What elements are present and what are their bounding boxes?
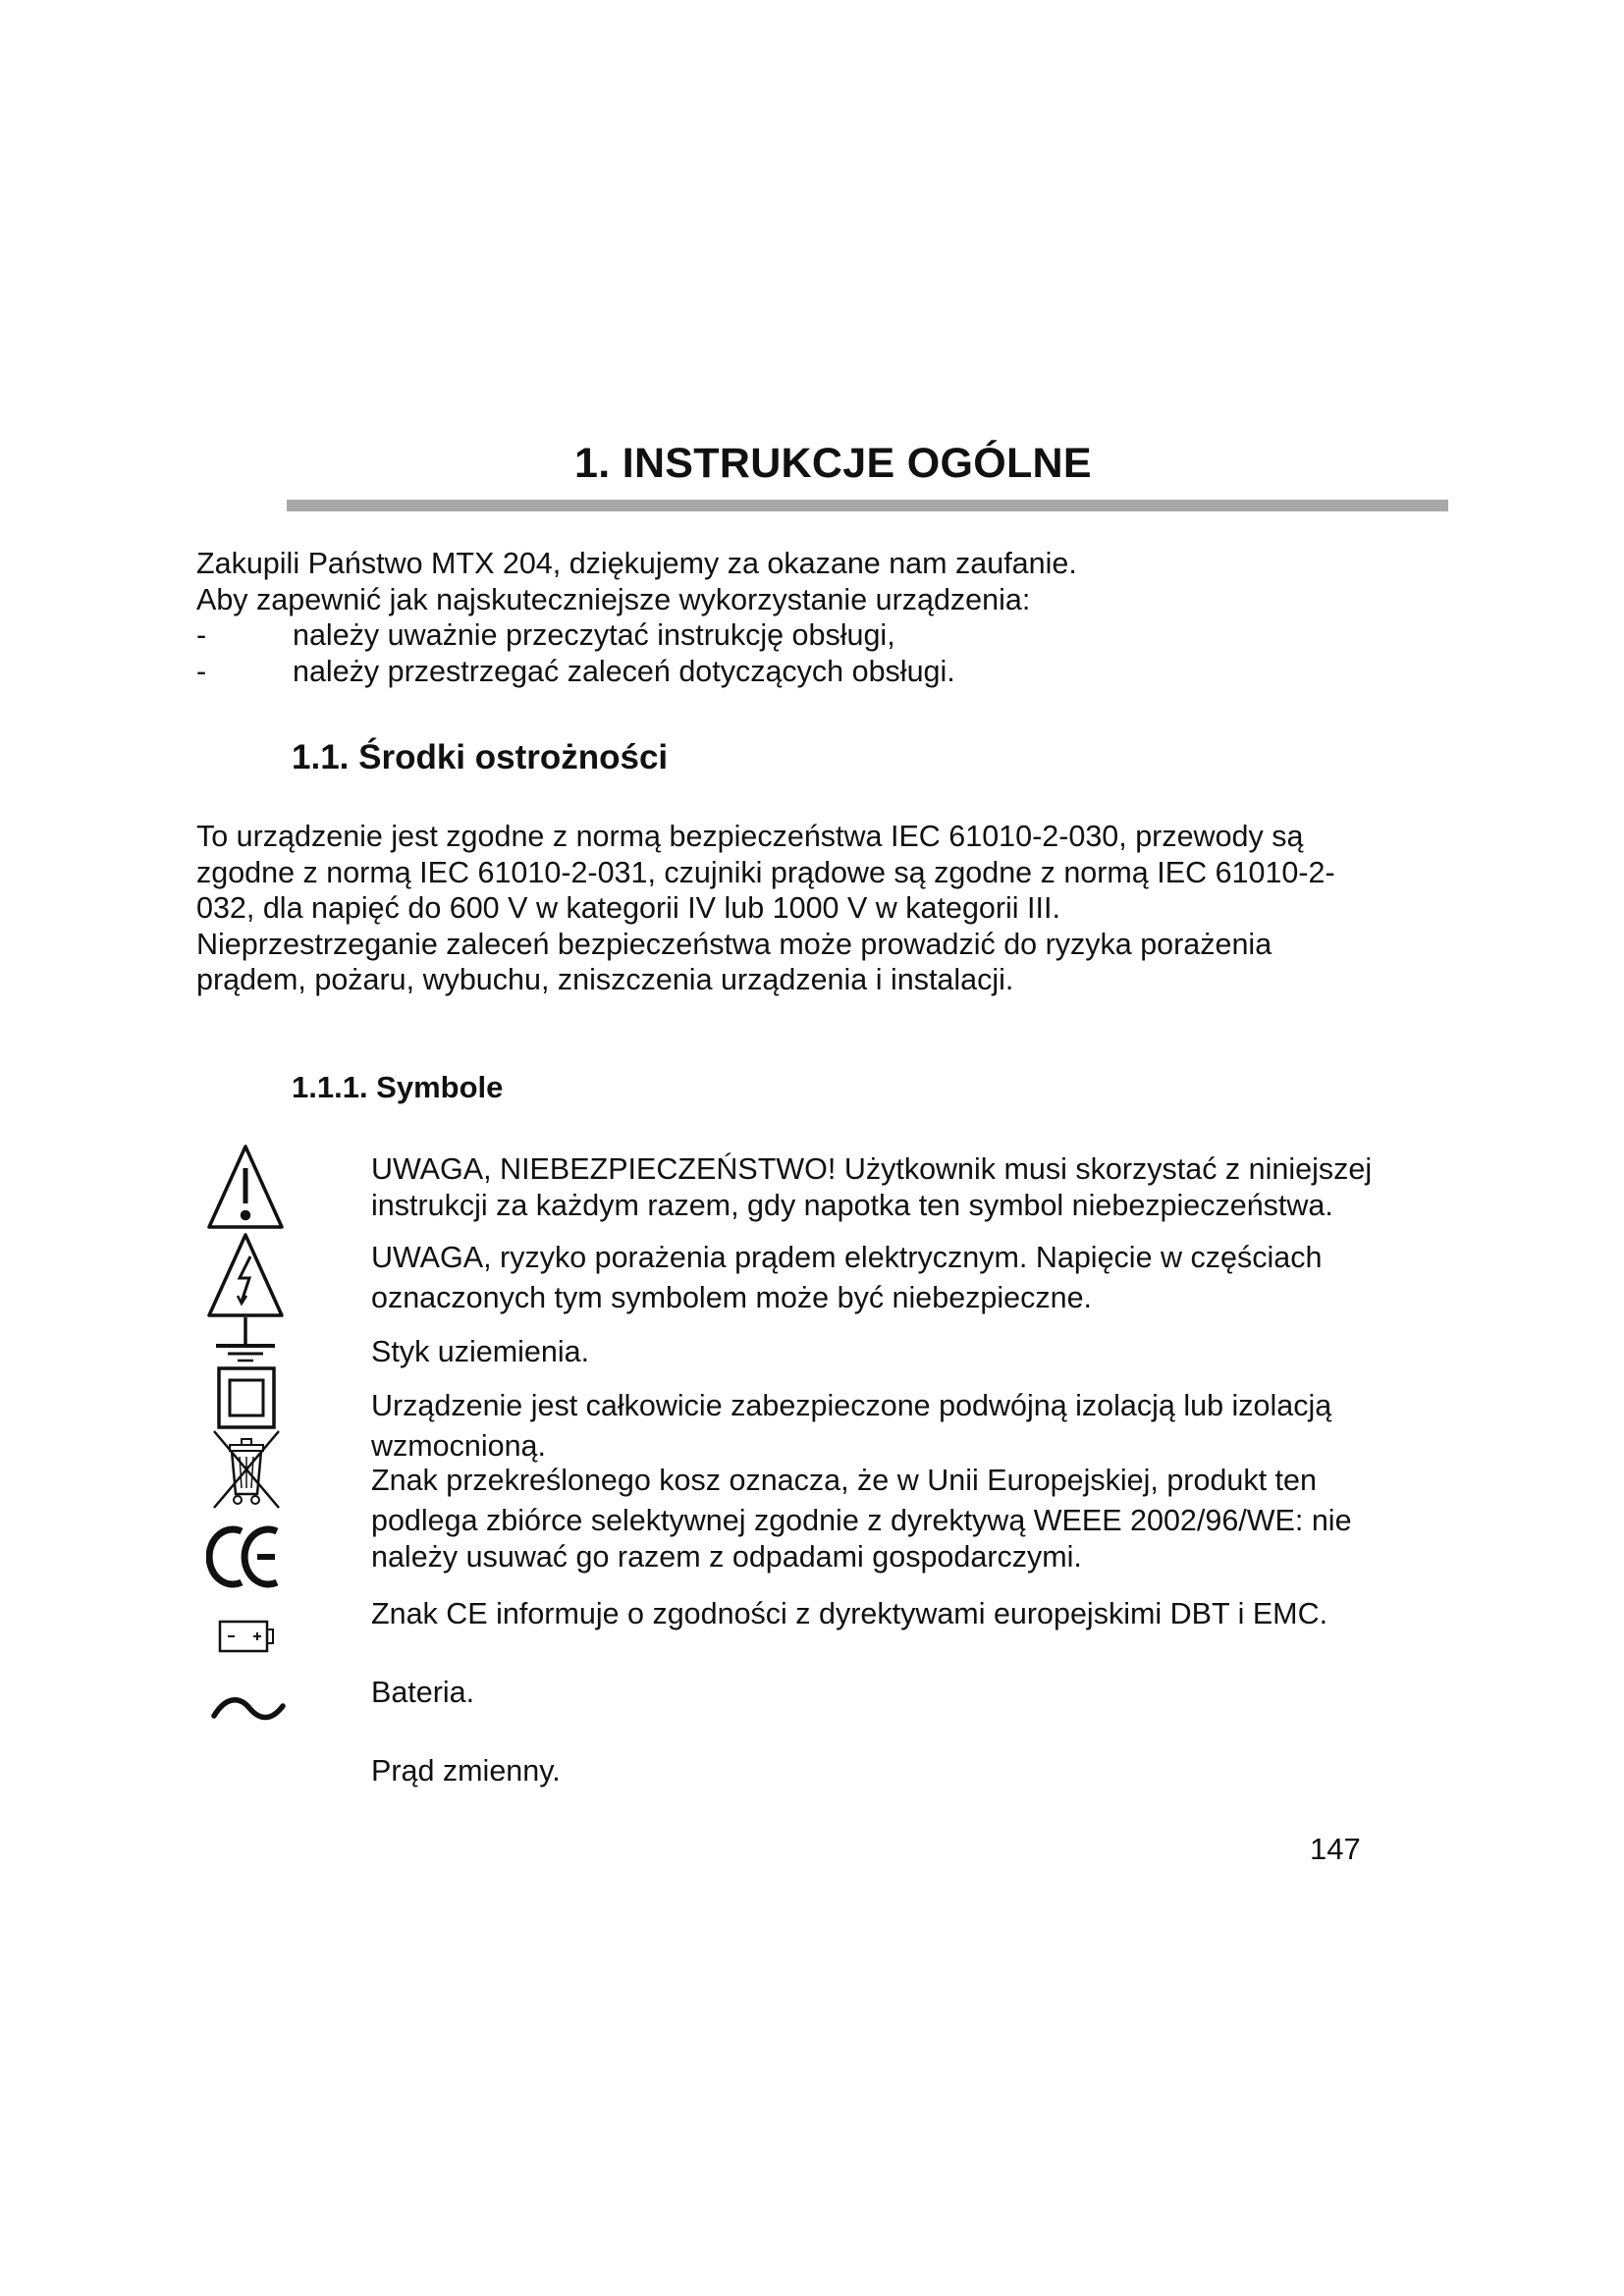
symbol-description-warning	[371, 1151, 1372, 1224]
alternating-current-icon	[214, 1700, 283, 1718]
description-line: Znak przekreślonego kosz oznacza, że w Unii Europejskiej, produkt ten	[371, 1464, 1317, 1497]
description-line: należy usuwać go razem z odpadami gospodarczymi.	[371, 1540, 1082, 1574]
description-line: Styk uziemienia.	[371, 1335, 590, 1368]
bullet-text: należy przestrzegać zaleceń dotyczących obsługi.	[293, 654, 955, 688]
chapter-title: 1. INSTRUKCJE OGÓLNE	[574, 440, 1092, 487]
intro-bullet	[196, 654, 1077, 690]
symbol-description-bin	[371, 1463, 1352, 1575]
warning-triangle-icon	[209, 1147, 282, 1227]
description-line: Znak CE informuje o zgodności z dyrektywami europejskimi DBT i EMC.	[371, 1597, 1328, 1630]
section-heading-symbols: 1.1.1. Symbole	[292, 1070, 504, 1104]
safety-line: prądem, pożaru, wybuchu, zniszczenia urządzenia i instalacji.	[196, 963, 1014, 996]
description-line: UWAGA, NIEBEZPIECZEŃSTWO! Użytkownik musi skorzystać z niniejszej	[371, 1152, 1373, 1186]
symbol-icons-column	[206, 1139, 334, 1826]
earth-ground-icon	[216, 1317, 275, 1361]
description-line: wzmocnioną.	[371, 1429, 546, 1463]
symbol-description-insulation	[371, 1388, 1331, 1465]
intro-paragraph	[196, 546, 1077, 689]
bullet-text: należy uważnie przeczytać instrukcję obsługi,	[293, 618, 895, 652]
description-line: instrukcji za każdym razem, gdy napotka ten symbol niebezpieczeństwa.	[371, 1189, 1333, 1222]
safety-line: zgodne z normą IEC 61010-2-031, czujniki prądowe są zgodne z normą IEC 61010-2-	[196, 855, 1335, 889]
description-line: Prąd zmienny.	[371, 1754, 561, 1788]
intro-line: Aby zapewnić jak najskuteczniejsze wykorzystanie urządzenia:	[196, 582, 1031, 616]
bullet-dash: -	[196, 654, 207, 688]
symbol-description-ac	[371, 1753, 561, 1789]
safety-line: To urządzenie jest zgodne z normą bezpieczeństwa IEC 61010-2-030, przewody są	[196, 820, 1304, 853]
intro-bullet	[196, 617, 1077, 654]
symbol-description-ce	[371, 1596, 1327, 1632]
symbol-description-battery	[371, 1675, 474, 1711]
double-insulation-icon	[219, 1368, 274, 1427]
description-line: podlega zbiórce selektywnej zgodnie z dyrektywą WEEE 2002/96/WE: nie	[371, 1504, 1352, 1537]
symbol-description-ground	[371, 1334, 589, 1370]
symbol-description-shock	[371, 1240, 1322, 1316]
ce-mark-icon	[209, 1529, 277, 1584]
description-line: Bateria.	[371, 1676, 475, 1709]
crossed-bin-icon	[214, 1431, 279, 1508]
page-number: 147	[1310, 1832, 1361, 1866]
description-line: UWAGA, ryzyko porażenia prądem elektrycznym. Napięcie w częściach	[371, 1241, 1323, 1274]
battery-icon	[220, 1622, 273, 1651]
bullet-dash: -	[196, 618, 207, 652]
safety-line: 032, dla napięć do 600 V w kategorii IV lub 1000 V w kategorii III.	[196, 891, 1060, 925]
description-line: oznaczonych tym symbolem może być niebezpieczne.	[371, 1281, 1093, 1314]
title-underline-rule	[287, 500, 1448, 511]
section-heading-safety: 1.1. Środki ostrożności	[292, 738, 669, 776]
electric-shock-icon	[209, 1235, 282, 1315]
safety-paragraph	[196, 819, 1335, 998]
safety-line: Nieprzestrzeganie zaleceń bezpieczeństwa może prowadzić do ryzyka porażenia	[196, 927, 1272, 961]
intro-line: Zakupili Państwo MTX 204, dziękujemy za okazane nam zaufanie.	[196, 547, 1077, 580]
description-line: Urządzenie jest całkowicie zabezpieczone podwójną izolacją lub izolacją	[371, 1389, 1332, 1422]
